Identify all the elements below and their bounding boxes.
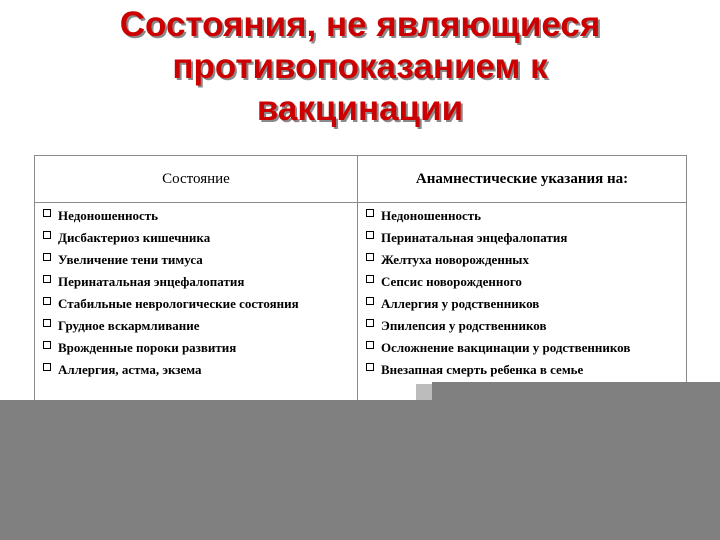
list-item — [366, 273, 680, 290]
history-column — [358, 203, 686, 402]
list-item-text: Недоношенность — [381, 208, 482, 223]
list-item — [43, 361, 351, 378]
list-item-text: Перинатальная энцефалопатия — [58, 274, 245, 289]
square-bullet-icon — [366, 341, 374, 349]
header-condition: Состояние — [35, 156, 358, 202]
list-item — [366, 317, 680, 334]
list-item — [43, 339, 351, 356]
header-history: Анамнестические указания на: — [415, 170, 629, 187]
list-item-text: Дисбактериоз кишечника — [58, 230, 211, 245]
square-bullet-icon — [366, 297, 374, 305]
list-item-text: Недоношенность — [58, 208, 159, 223]
list-item — [43, 295, 351, 312]
square-bullet-icon — [366, 253, 374, 261]
list-item — [43, 251, 351, 268]
title-line-2: противопоказанием к — [172, 47, 548, 86]
slide-title — [40, 4, 680, 130]
title-line-3: вакцинации — [256, 89, 464, 128]
list-item-text: Аллергия, астма, экзема — [58, 362, 202, 377]
list-item — [43, 207, 351, 224]
list-item-text: Сепсис новорожденного — [381, 274, 522, 289]
overlay-block-light — [416, 384, 432, 400]
list-item — [366, 251, 680, 268]
list-item — [366, 361, 680, 378]
list-item — [366, 229, 680, 246]
table-header-row — [35, 156, 686, 203]
square-bullet-icon — [366, 363, 374, 371]
square-bullet-icon — [366, 275, 374, 283]
square-bullet-icon — [366, 209, 374, 217]
list-item — [366, 339, 680, 356]
list-item — [366, 295, 680, 312]
conditions-table — [34, 155, 687, 401]
list-item-text: Внезапная смерть ребенка в семье — [381, 362, 584, 377]
square-bullet-icon — [43, 297, 51, 305]
list-item-text: Эпилепсия у родственников — [381, 318, 547, 333]
list-item — [366, 207, 680, 224]
square-bullet-icon — [43, 231, 51, 239]
title-line-1: Состояния, не являющиеся — [119, 5, 601, 44]
list-item — [43, 229, 351, 246]
list-item-text: Осложнение вакцинации у родственников — [381, 340, 631, 355]
list-item-text: Аллергия у родственников — [381, 296, 540, 311]
overlay-block-upper — [432, 382, 720, 400]
square-bullet-icon — [366, 231, 374, 239]
list-item-text: Врожденные пороки развития — [58, 340, 237, 355]
list-item — [43, 317, 351, 334]
overlay-block-lower — [0, 400, 720, 540]
square-bullet-icon — [43, 319, 51, 327]
table-body-row — [35, 203, 686, 402]
square-bullet-icon — [43, 341, 51, 349]
square-bullet-icon — [43, 253, 51, 261]
list-item-text: Стабильные неврологические состояния — [58, 296, 299, 311]
square-bullet-icon — [43, 209, 51, 217]
list-item-text: Желтуха новорожденных — [381, 252, 529, 267]
list-item-text: Перинатальная энцефалопатия — [381, 230, 568, 245]
square-bullet-icon — [366, 319, 374, 327]
conditions-column — [35, 203, 358, 402]
list-item — [43, 273, 351, 290]
square-bullet-icon — [43, 275, 51, 283]
square-bullet-icon — [43, 363, 51, 371]
list-item-text: Увеличение тени тимуса — [58, 252, 203, 267]
list-item-text: Грудное вскармливание — [58, 318, 200, 333]
